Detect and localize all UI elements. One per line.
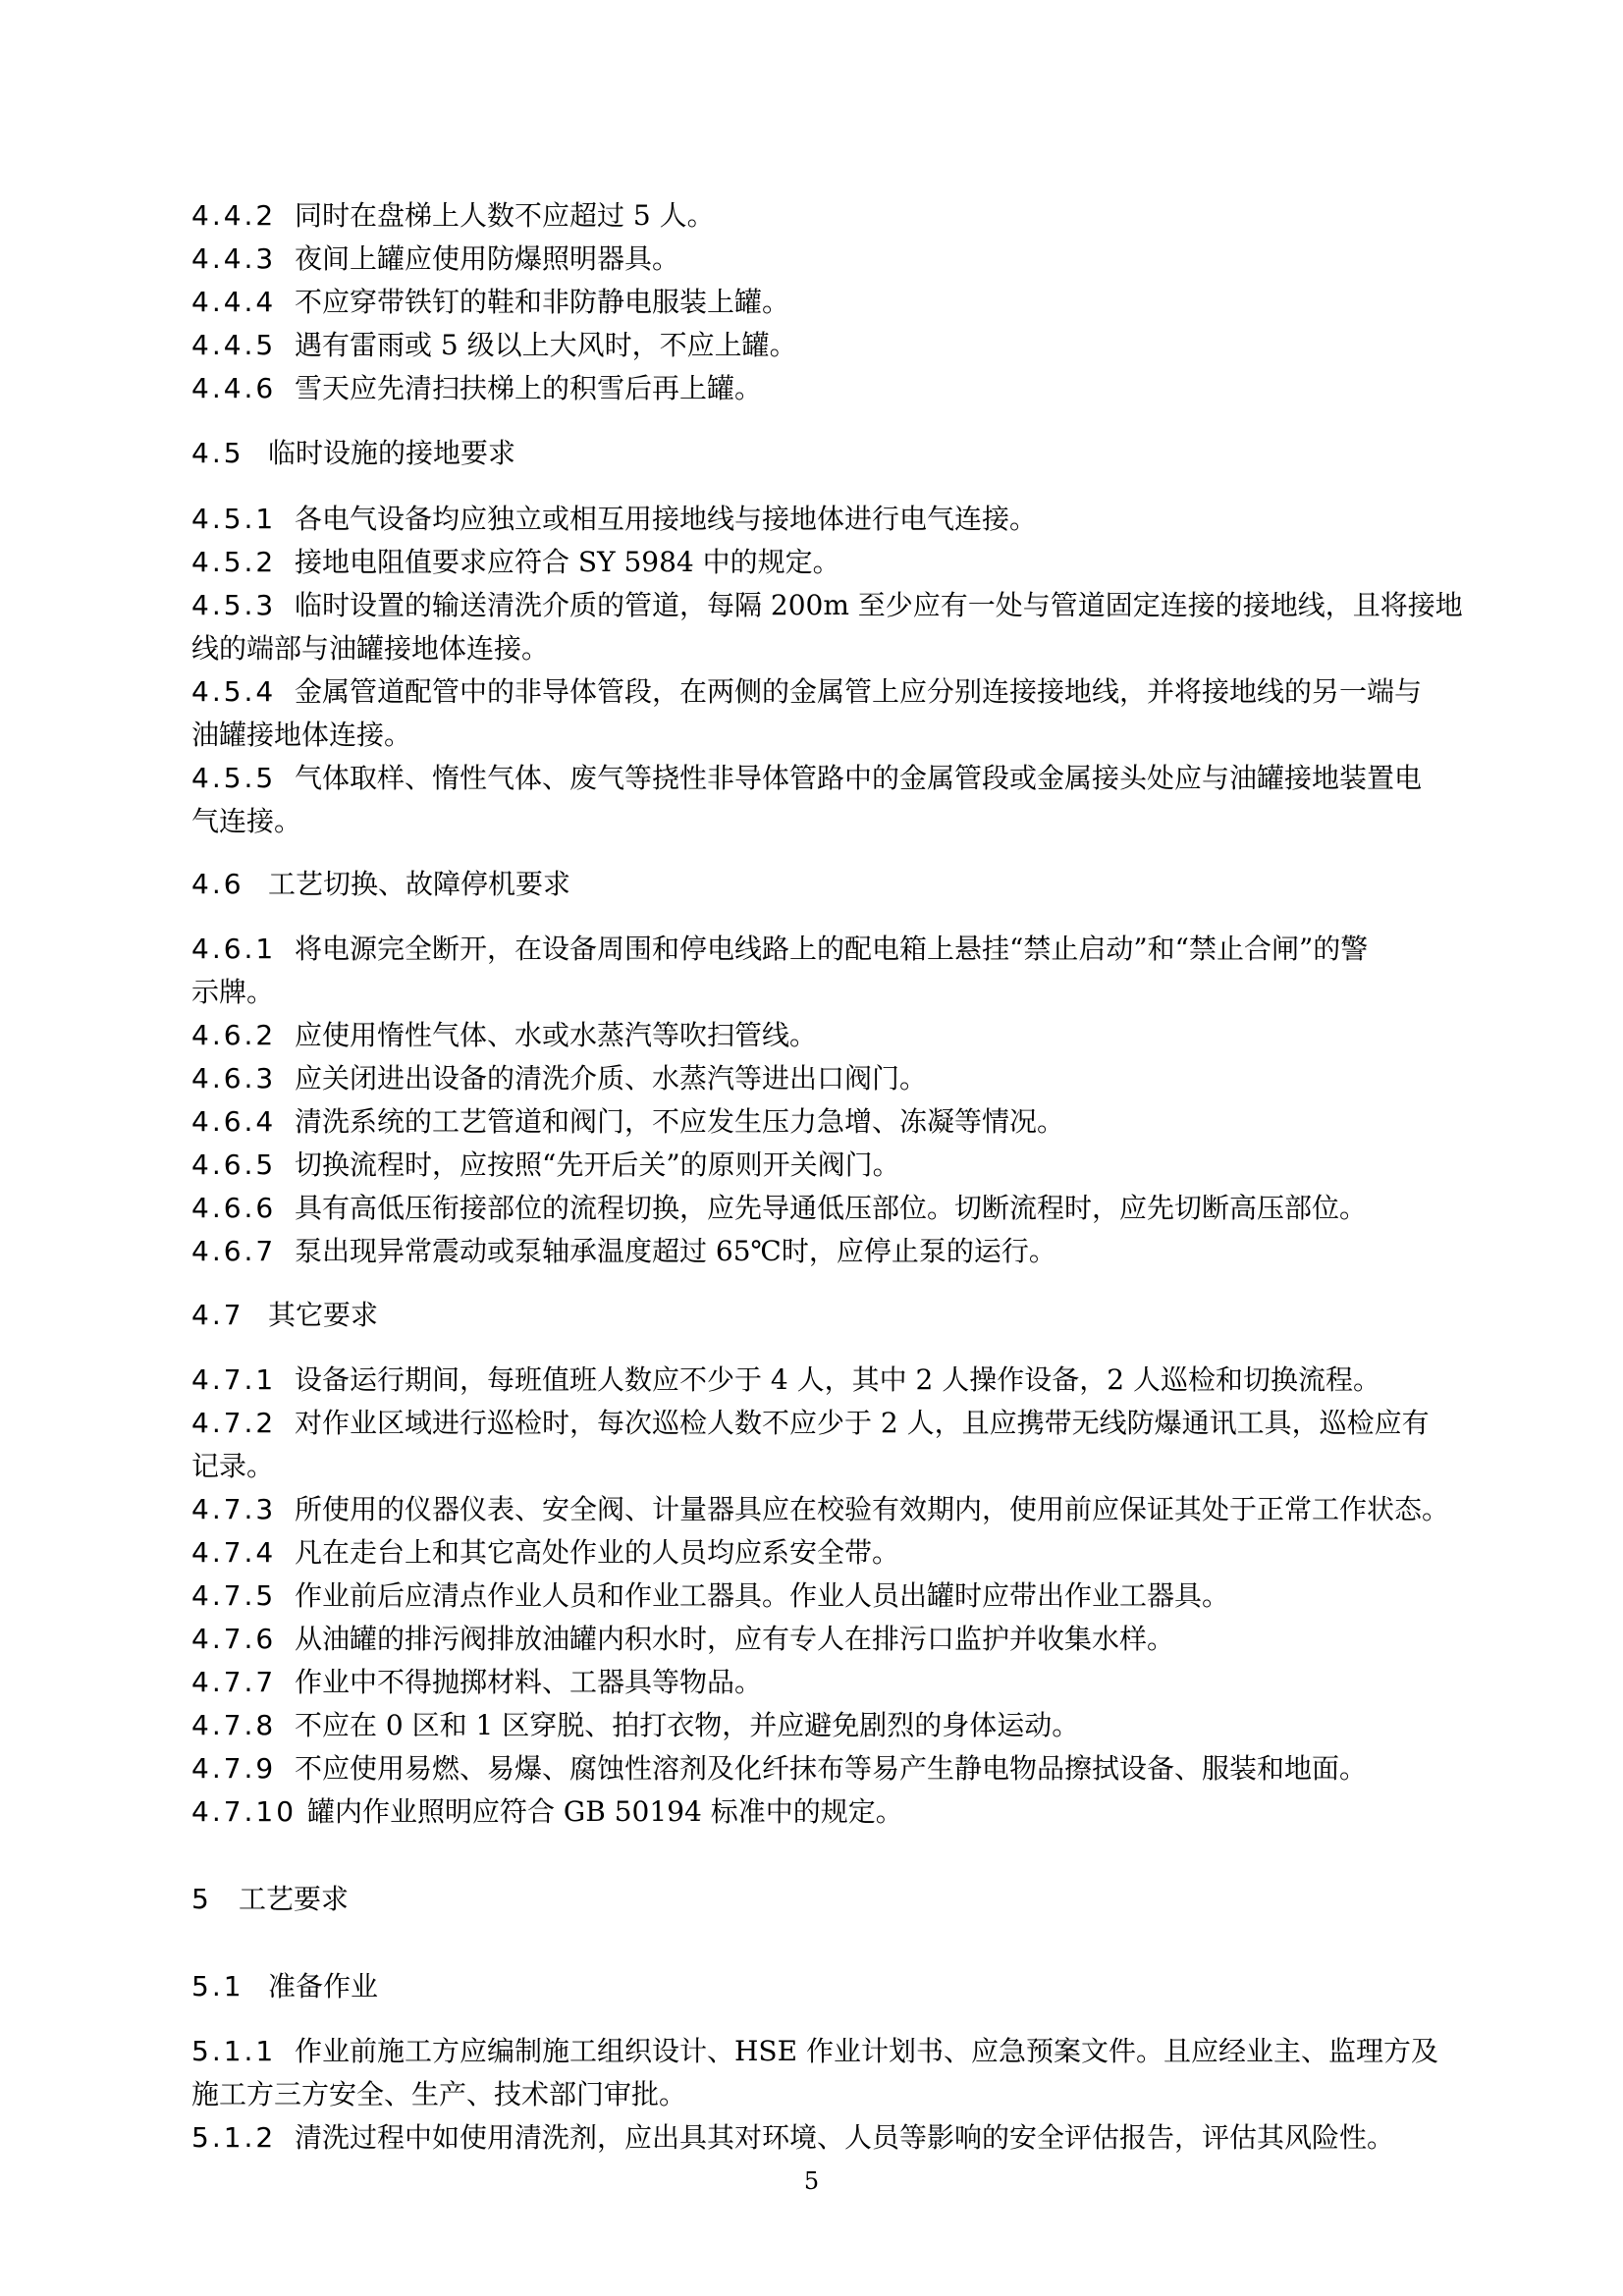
clause-number: 4.4.4 [191, 286, 277, 318]
section-title: 其它要求 [268, 1299, 379, 1331]
clause-number: 5.1.2 [191, 2121, 277, 2154]
clause-number: 4.4.6 [191, 372, 277, 404]
clause-4-5-4-continuation: 油罐接地体连接。 [191, 719, 412, 751]
clause-4-4-3 [191, 238, 1468, 281]
clause-text: 遇有雷雨或 5 级以上大风时，不应上罐。 [295, 329, 797, 361]
clause-number: 5.1.1 [191, 2035, 277, 2067]
clause-text: 不应在 0 区和 1 区穿脱、拍打衣物，并应避免剧烈的身体运动。 [295, 1709, 1080, 1741]
clause-4-7-6 [191, 1618, 1468, 1661]
clause-4-7-2-continuation: 记录。 [191, 1450, 275, 1482]
section-heading-4-5 [191, 432, 1468, 475]
clause-text: 金属管道配管中的非导体管段，在两侧的金属管上应分别连接接地线，并将接地线的另一端与 [295, 675, 1423, 708]
clause-text: 泵出现异常震动或泵轴承温度超过 65℃时，应停止泵的运行。 [295, 1235, 1056, 1267]
chapter-heading-5 [191, 1878, 1468, 1921]
clause-4-7-9 [191, 1747, 1468, 1790]
clause-5-1-1 [191, 2030, 1468, 2073]
clause-text: 设备运行期间，每班值班人数应不少于 4 人，其中 2 人操作设备，2 人巡检和切换流程。 [295, 1363, 1380, 1396]
clause-4-5-2 [191, 541, 1468, 584]
clause-text: 将电源完全断开，在设备周围和停电线路上的配电箱上悬挂“禁止启动”和“禁止合闸”的警 [295, 933, 1369, 965]
clause-text: 作业中不得抛掷材料、工器具等物品。 [295, 1666, 763, 1698]
clause-4-7-3 [191, 1488, 1468, 1531]
clause-text: 对作业区域进行巡检时，每次巡检人数不应少于 2 人，且应携带无线防爆通讯工具，巡检应有 [295, 1407, 1430, 1439]
clause-number: 4.7.6 [191, 1623, 277, 1655]
section-title: 准备作业 [268, 1970, 379, 2002]
clause-number: 4.7.3 [191, 1493, 277, 1525]
chapter-title: 工艺要求 [239, 1883, 350, 1915]
clause-text: 罐内作业照明应符合 GB 50194 标准中的规定。 [307, 1795, 903, 1828]
clause-text: 气体取样、惰性气体、废气等挠性非导体管路中的金属管段或金属接头处应与油罐接地装置电 [295, 762, 1423, 794]
clause-number: 4.5.2 [191, 546, 277, 578]
clause-number: 4.7.8 [191, 1709, 277, 1741]
clause-4-7-7 [191, 1661, 1468, 1704]
clause-4-7-5 [191, 1575, 1468, 1618]
clause-text: 切换流程时，应按照“先开后关”的原则开关阀门。 [295, 1148, 900, 1181]
clause-text: 作业前后应清点作业人员和作业工器具。作业人员出罐时应带出作业工器具。 [295, 1579, 1230, 1612]
clause-4-5-3 [191, 584, 1468, 627]
clause-4-6-5 [191, 1144, 1468, 1187]
clause-5-1-1-continuation: 施工方三方安全、生产、技术部门审批。 [191, 2078, 687, 2110]
clause-4-5-3-continuation: 线的端部与油罐接地体连接。 [191, 632, 550, 665]
clause-text: 接地电阻值要求应符合 SY 5984 中的规定。 [295, 546, 840, 578]
clause-text: 应使用惰性气体、水或水蒸汽等吹扫管线。 [295, 1019, 818, 1051]
clause-number: 4.7.2 [191, 1407, 277, 1439]
clause-number: 4.7.7 [191, 1666, 277, 1698]
section-number: 4.6 [191, 868, 244, 900]
clause-4-4-4 [191, 281, 1468, 324]
clause-4-5-5 [191, 757, 1468, 800]
clause-number: 4.7.10 [191, 1795, 298, 1828]
clause-5-1-2 [191, 2116, 1468, 2160]
clause-number: 4.5.3 [191, 589, 277, 621]
clause-4-4-5 [191, 324, 1468, 367]
clause-number: 4.6.4 [191, 1105, 277, 1138]
clause-number: 4.5.1 [191, 503, 277, 535]
clause-number: 4.7.1 [191, 1363, 277, 1396]
clause-text: 各电气设备均应独立或相互用接地线与接地体进行电气连接。 [295, 503, 1038, 535]
clause-4-6-2 [191, 1014, 1468, 1057]
section-heading-4-6 [191, 863, 1468, 906]
clause-4-5-4 [191, 670, 1468, 714]
clause-text: 雪天应先清扫扶梯上的积雪后再上罐。 [295, 372, 763, 404]
clause-text: 从油罐的排污阀排放油罐内积水时，应有专人在排污口监护并收集水样。 [295, 1623, 1175, 1655]
chapter-number: 5 [191, 1883, 212, 1915]
clause-text: 清洗系统的工艺管道和阀门，不应发生压力急增、冻凝等情况。 [295, 1105, 1065, 1138]
clause-4-7-1 [191, 1359, 1468, 1402]
clause-number: 4.6.5 [191, 1148, 277, 1181]
clause-number: 4.7.9 [191, 1752, 277, 1785]
clause-number: 4.4.5 [191, 329, 277, 361]
clause-number: 4.6.2 [191, 1019, 277, 1051]
clause-4-7-2 [191, 1402, 1468, 1445]
clause-number: 4.6.7 [191, 1235, 277, 1267]
clause-text: 具有高低压衔接部位的流程切换，应先导通低压部位。切断流程时，应先切断高压部位。 [295, 1192, 1368, 1224]
clause-4-7-4 [191, 1531, 1468, 1575]
section-number: 5.1 [191, 1970, 244, 2002]
clause-number: 4.5.5 [191, 762, 277, 794]
clause-number: 4.4.2 [191, 199, 277, 232]
clause-text: 所使用的仪器仪表、安全阀、计量器具应在校验有效期内，使用前应保证其处于正常工作状态。 [295, 1493, 1450, 1525]
clause-4-6-4 [191, 1100, 1468, 1144]
clause-number: 4.4.3 [191, 242, 277, 275]
clause-4-6-7 [191, 1230, 1468, 1273]
section-heading-5-1 [191, 1965, 1468, 2008]
clause-text: 作业前施工方应编制施工组织设计、HSE 作业计划书、应急预案文件。且应经业主、监理方及 [295, 2035, 1438, 2067]
clause-4-4-6 [191, 367, 1468, 410]
clause-4-6-1-continuation: 示牌。 [191, 976, 275, 1008]
clause-number: 4.7.4 [191, 1536, 277, 1569]
clause-4-7-8 [191, 1704, 1468, 1747]
clause-text: 清洗过程中如使用清洗剂，应出具其对环境、人员等影响的安全评估报告，评估其风险性。 [295, 2121, 1395, 2154]
section-title: 临时设施的接地要求 [268, 437, 516, 469]
clause-4-4-2 [191, 194, 1468, 238]
clause-number: 4.7.5 [191, 1579, 277, 1612]
clause-text: 同时在盘梯上人数不应超过 5 人。 [295, 199, 715, 232]
section-number: 4.5 [191, 437, 244, 469]
clause-4-7-10 [191, 1790, 1468, 1834]
clause-4-5-1 [191, 498, 1468, 541]
clause-text: 不应使用易燃、易爆、腐蚀性溶剂及化纤抹布等易产生静电物品擦拭设备、服装和地面。 [295, 1752, 1368, 1785]
clause-text: 应关闭进出设备的清洗介质、水蒸汽等进出口阀门。 [295, 1062, 928, 1095]
clause-4-5-5-continuation: 气连接。 [191, 805, 302, 837]
clause-number: 4.5.4 [191, 675, 277, 708]
clause-text: 夜间上罐应使用防爆照明器具。 [295, 242, 680, 275]
clause-number: 4.6.3 [191, 1062, 277, 1095]
section-title: 工艺切换、故障停机要求 [268, 868, 571, 900]
section-heading-4-7 [191, 1294, 1468, 1337]
page-number: 5 [803, 2167, 820, 2195]
clause-text: 凡在走台上和其它高处作业的人员均应系安全带。 [295, 1536, 900, 1569]
clause-number: 4.6.1 [191, 933, 277, 965]
clause-4-6-1 [191, 928, 1468, 971]
clause-4-6-3 [191, 1057, 1468, 1100]
clause-text: 不应穿带铁钉的鞋和非防静电服装上罐。 [295, 286, 790, 318]
clause-number: 4.6.6 [191, 1192, 277, 1224]
clause-text: 临时设置的输送清洗介质的管道，每隔 200m 至少应有一处与管道固定连接的接地线，且将接地 [295, 589, 1463, 621]
clause-4-6-6 [191, 1187, 1468, 1230]
section-number: 4.7 [191, 1299, 244, 1331]
